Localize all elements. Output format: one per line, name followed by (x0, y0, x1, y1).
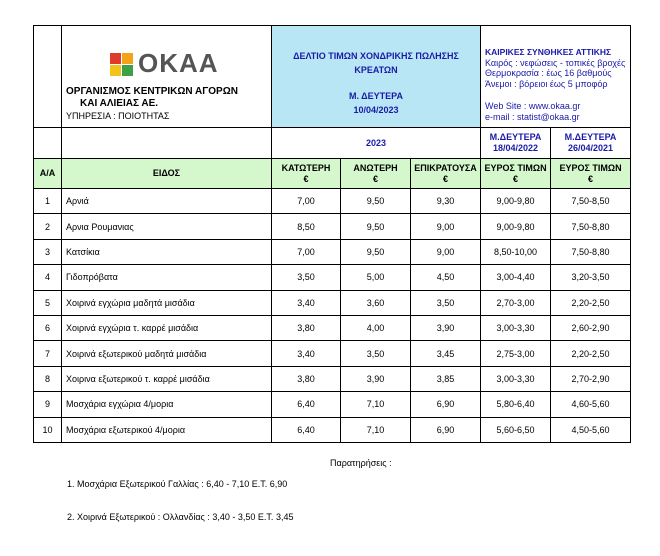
table-row (34, 290, 631, 315)
row-low: 7,00 (272, 189, 341, 214)
current-year: 2023 (272, 128, 481, 159)
row-range2: 7,50-8,80 (551, 239, 631, 264)
row-item: Χοιρινά εγχώρια μαδητά μισάδια (62, 290, 272, 315)
col-range2: ΕΥΡΟΣ ΤΙΜΩΝ € (551, 159, 631, 189)
title-date: 10/04/2023 (353, 104, 399, 115)
table-row (34, 189, 631, 214)
row-number: 7 (34, 341, 62, 366)
row-high: 9,50 (341, 189, 411, 214)
email-link[interactable]: e-mail : statist@okaa.gr (485, 111, 580, 122)
weather-wind: Άνεμοι : βόρειοι έως 5 μποφόρ (485, 78, 608, 89)
row-high: 3,50 (341, 341, 411, 366)
row-range1: 5,60-6,50 (481, 417, 551, 442)
weather-info (481, 26, 631, 128)
title-day: Μ. ΔΕΥΤΕΡΑ (349, 90, 403, 101)
row-range1: 9,00-9,80 (481, 214, 551, 239)
prev2-day: Μ.ΔΕΥΤΕΡΑ (564, 132, 617, 142)
row-high: 7,10 (341, 417, 411, 442)
row-high: 9,50 (341, 214, 411, 239)
row-range1: 8,50-10,00 (481, 239, 551, 264)
row-low: 3,50 (272, 265, 341, 290)
row-low: 3,40 (272, 341, 341, 366)
row-number: 9 (34, 392, 62, 417)
prev2-period (551, 128, 631, 159)
row-number: 4 (34, 265, 62, 290)
col-high: ΑΝΩΤΕΡΗ € (341, 159, 411, 189)
table-row (34, 341, 631, 366)
weather-sky: Καιρός : νεφώσεις - τοπικές βροχές (485, 57, 626, 68)
row-range2: 4,60-5,60 (551, 392, 631, 417)
logo-square-red (110, 53, 121, 64)
bulletin-title (272, 26, 481, 128)
row-low: 3,40 (272, 290, 341, 315)
logo-square-yellow (110, 65, 121, 76)
row-prevailing: 9,00 (411, 214, 481, 239)
prev2-date: 26/04/2021 (567, 143, 614, 153)
row-range2: 2,60-2,90 (551, 315, 631, 340)
table-row (34, 214, 631, 239)
row-high: 5,00 (341, 265, 411, 290)
row-item: Αρνιά (62, 189, 272, 214)
org-name-line2: ΚΑΙ ΑΛΙΕΙΑΣ ΑΕ. (80, 97, 159, 109)
logo-text: OKAA (138, 47, 219, 78)
row-high: 9,50 (341, 239, 411, 264)
row-item: Μοσχάρια εγχώρια 4/μορια (62, 392, 272, 417)
notes-heading: Παρατηρήσεις : (330, 458, 392, 468)
website-link[interactable]: Web Site : www.okaa.gr (485, 101, 581, 111)
header-row (34, 26, 631, 128)
table-row (34, 417, 631, 442)
row-prevailing: 6,90 (411, 417, 481, 442)
row-range2: 7,50-8,80 (551, 214, 631, 239)
row-prevailing: 9,00 (411, 239, 481, 264)
row-range1: 2,70-3,00 (481, 290, 551, 315)
row-low: 3,80 (272, 366, 341, 391)
prev1-date: 18/04/2022 (492, 143, 539, 153)
period-row (34, 128, 631, 159)
row-low: 8,50 (272, 214, 341, 239)
row-range1: 9,00-9,80 (481, 189, 551, 214)
row-range1: 3,00-4,40 (481, 265, 551, 290)
row-item: Γιδοπρόβατα (62, 265, 272, 290)
table-row (34, 265, 631, 290)
weather-temp: Θερμοκρασία : έως 16 βαθμούς (485, 68, 612, 78)
row-low: 3,80 (272, 315, 341, 340)
row-high: 3,90 (341, 366, 411, 391)
prev1-period (481, 128, 551, 159)
row-number: 5 (34, 290, 62, 315)
weather-title: ΚΑΙΡΙΚΕΣ ΣΥΝΘΗΚΕΣ ΑΤΤΙΚΗΣ (485, 47, 612, 57)
org-block (62, 26, 272, 128)
title-line1: ΔΕΛΤΙΟ ΤΙΜΩΝ ΧΟΝΔΡΙΚΗΣ ΠΩΛΗΣΗΣ (293, 50, 459, 61)
logo-square-green (122, 65, 133, 76)
col-aa: Α/Α (34, 159, 62, 189)
table-row (34, 392, 631, 417)
row-high: 4,00 (341, 315, 411, 340)
row-range2: 7,50-8,50 (551, 189, 631, 214)
row-item: Κατσίκια (62, 239, 272, 264)
row-low: 6,40 (272, 417, 341, 442)
row-prevailing: 3,85 (411, 366, 481, 391)
org-name-line1: ΟΡΓΑΝΙΣΜΟΣ ΚΕΝΤΡΙΚΩΝ ΑΓΟΡΩΝ (66, 85, 238, 97)
row-range1: 5,80-6,40 (481, 392, 551, 417)
row-number: 2 (34, 214, 62, 239)
row-number: 10 (34, 417, 62, 442)
row-item: Χοιρινά εξωτερικού μαδητά μισάδια (62, 341, 272, 366)
row-range2: 2,20-2,50 (551, 341, 631, 366)
row-number: 3 (34, 239, 62, 264)
col-range1: ΕΥΡΟΣ ΤΙΜΩΝ € (481, 159, 551, 189)
prev1-day: Μ.ΔΕΥΤΕΡΑ (489, 132, 542, 142)
row-high: 3,60 (341, 290, 411, 315)
note-1: 1. Μοσχάρια Εξωτερικού Γαλλίας : 6,40 - 7,10 Ε.Τ. 6,90 (67, 479, 288, 489)
row-prevailing: 6,90 (411, 392, 481, 417)
column-header-row (34, 159, 631, 189)
col-prevailing: ΕΠΙΚΡΑΤΟΥΣΑ € (411, 159, 481, 189)
row-number: 6 (34, 315, 62, 340)
row-low: 7,00 (272, 239, 341, 264)
row-low: 6,40 (272, 392, 341, 417)
table-row (34, 239, 631, 264)
row-item: Χοιρινά εγχώρια τ. καρρέ μισάδια (62, 315, 272, 340)
row-range1: 3,00-3,30 (481, 315, 551, 340)
row-range1: 3,00-3,30 (481, 366, 551, 391)
table-row (34, 366, 631, 391)
row-item: Μοσχάρια εξωτερικού 4/μορια (62, 417, 272, 442)
blank-corner (34, 26, 62, 128)
row-range2: 4,50-5,60 (551, 417, 631, 442)
logo-square-orange (122, 53, 133, 64)
row-prevailing: 3,50 (411, 290, 481, 315)
row-number: 8 (34, 366, 62, 391)
service-name: ΥΠΗΡΕΣΙΑ : ΠΟΙΟΤΗΤΑΣ (66, 110, 170, 121)
table-row (34, 315, 631, 340)
row-prevailing: 9,30 (411, 189, 481, 214)
row-high: 7,10 (341, 392, 411, 417)
row-range2: 3,20-3,50 (551, 265, 631, 290)
title-line2: ΚΡΕΑΤΩΝ (354, 64, 398, 75)
col-item: ΕΙΔΟΣ (62, 159, 272, 189)
row-item: Αρνια Ρουμανιας (62, 214, 272, 239)
row-prevailing: 3,45 (411, 341, 481, 366)
okaa-logo (110, 47, 271, 78)
row-range1: 2,75-3,00 (481, 341, 551, 366)
row-item: Χοιρινα εξωτερικού τ. καρρέ μισάδια (62, 366, 272, 391)
row-prevailing: 3,90 (411, 315, 481, 340)
note-2: 2. Χοιρινά Εξωτερικού : Ολλανδίας : 3,40 - 3,50 Ε.Τ. 3,45 (67, 512, 294, 522)
row-range2: 2,70-2,90 (551, 366, 631, 391)
row-prevailing: 4,50 (411, 265, 481, 290)
row-number: 1 (34, 189, 62, 214)
price-table (33, 25, 631, 443)
row-range2: 2,20-2,50 (551, 290, 631, 315)
col-low: ΚΑΤΩΤΕΡΗ € (272, 159, 341, 189)
